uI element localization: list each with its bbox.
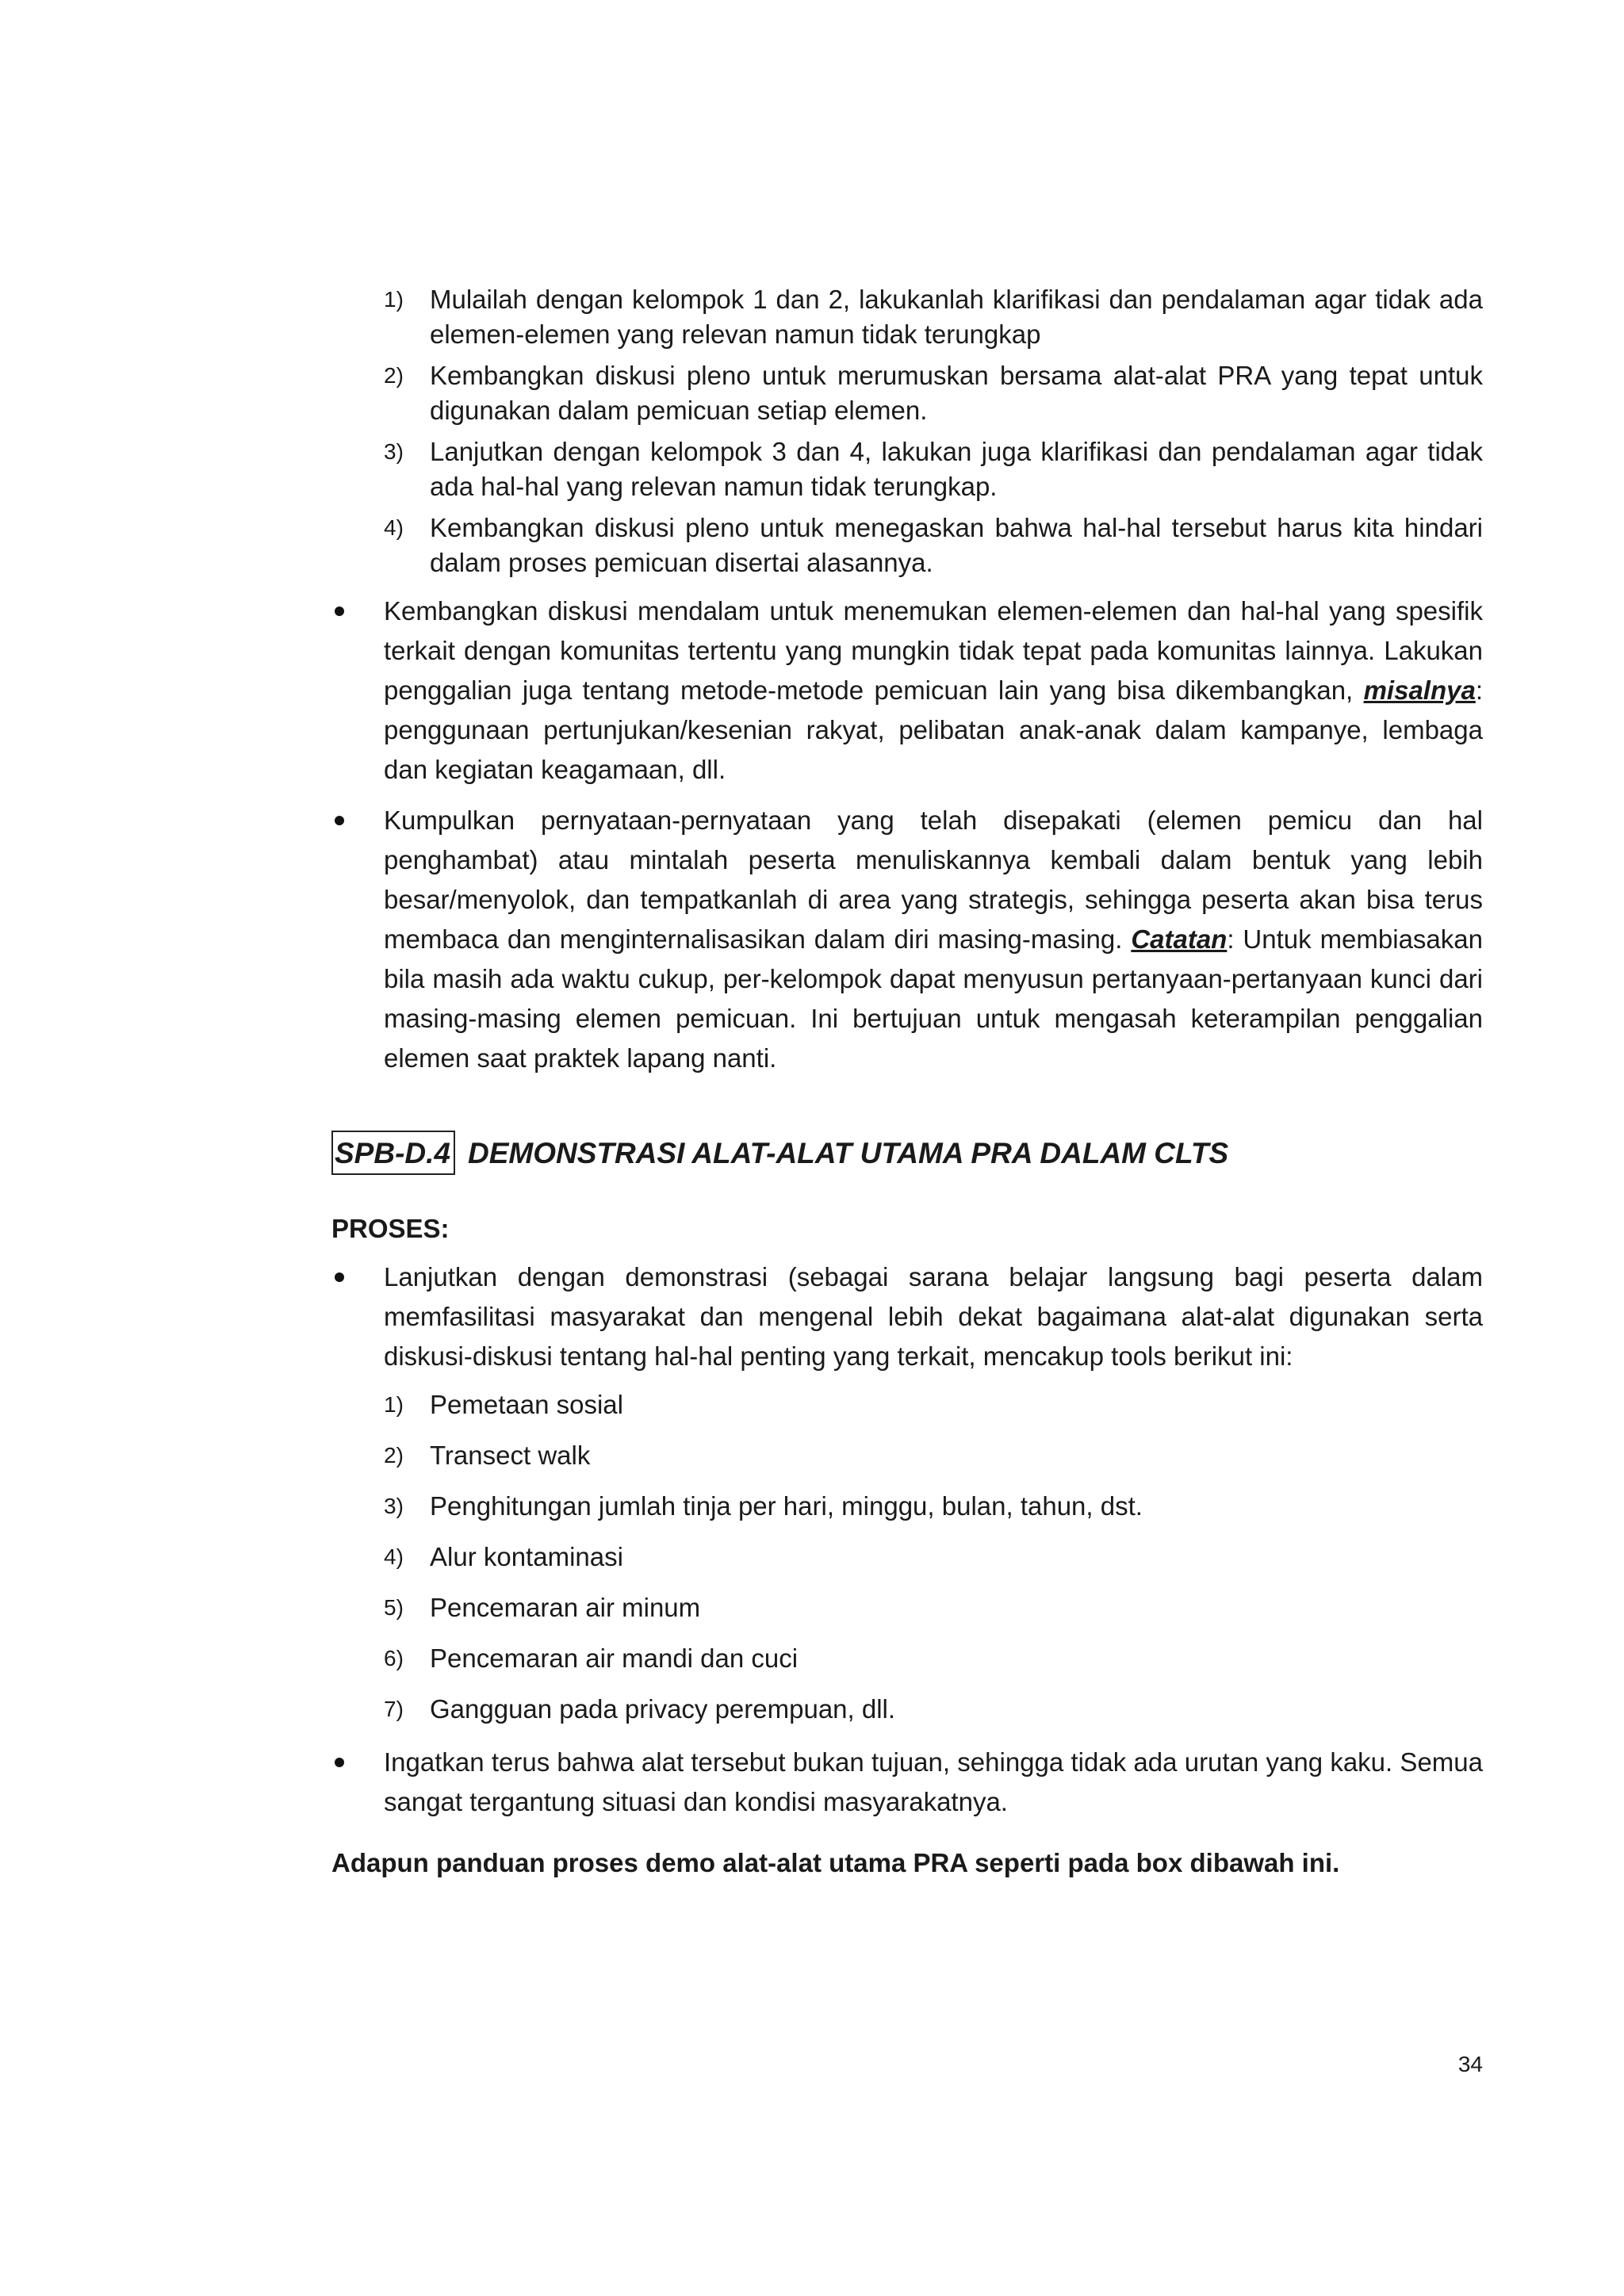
list-item xyxy=(331,1438,1483,1473)
bullet-paragraph-reminder xyxy=(331,1743,1483,1822)
page-content xyxy=(331,282,1483,1881)
numbered-list-steps xyxy=(331,282,1483,580)
list-item xyxy=(331,1540,1483,1575)
list-item-text: Mulailah dengan kelompok 1 dan 2, lakukanlah klarifikasi dan pendalaman agar tidak ada elemen-elemen yang relevan namun tidak terungkap xyxy=(430,285,1483,349)
bullet-paragraph-discussion xyxy=(331,591,1483,790)
list-item-text: Gangguan pada privacy perempuan, dll. xyxy=(430,1694,896,1724)
bullet-paragraph-statements xyxy=(331,801,1483,1078)
closing-statement: Adapun panduan proses demo alat-alat utama PRA seperti pada box dibawah ini. xyxy=(331,1848,1340,1877)
bullet-icon xyxy=(335,816,344,825)
bullet-icon xyxy=(335,1272,344,1282)
list-item xyxy=(331,434,1483,504)
list-item-text: Alur kontaminasi xyxy=(430,1542,623,1571)
list-item xyxy=(331,1387,1483,1422)
list-item-text: Transect walk xyxy=(430,1441,591,1470)
list-item xyxy=(331,1692,1483,1727)
paragraph-text: Ingatkan terus bahwa alat tersebut bukan tujuan, sehingga tidak ada urutan yang kaku. Semua sangat tergantung situasi dan kondisi masyarakatnya. xyxy=(384,1747,1483,1816)
list-number: 2) xyxy=(384,1443,404,1468)
list-number: 2) xyxy=(384,363,404,388)
list-number: 6) xyxy=(384,1646,404,1670)
list-item xyxy=(331,1590,1483,1625)
list-number: 3) xyxy=(384,1494,404,1518)
bullet-icon xyxy=(335,1758,344,1767)
list-item xyxy=(331,282,1483,352)
bullet-paragraph-demonstration xyxy=(331,1257,1483,1376)
proses-label: PROSES: xyxy=(331,1214,450,1243)
list-item xyxy=(331,511,1483,580)
list-number: 5) xyxy=(384,1595,404,1620)
list-number: 1) xyxy=(384,1392,404,1417)
list-number: 3) xyxy=(384,439,404,464)
list-item-text: Kembangkan diskusi pleno untuk menegaskan bahwa hal-hal tersebut harus kita hindari dalam proses pemicuan disertai alasannya. xyxy=(430,513,1483,577)
paragraph-text: : Untuk membiasakan bila masih ada waktu cukup, per-kelompok dapat menyusun pertanyaan-pertanyaan kunci dari masing-masing elemen pemicuan. Ini bertujuan untuk mengasah keterampilan penggalian elemen saat praktek lapang nanti. xyxy=(384,924,1483,1073)
list-number: 1) xyxy=(384,287,404,312)
section-title: DEMONSTRASI ALAT-ALAT UTAMA PRA DALAM CLTS xyxy=(467,1137,1229,1169)
list-item-text: Lanjutkan dengan kelompok 3 dan 4, lakukan juga klarifikasi dan pendalaman agar tidak ada hal-hal yang relevan namun tidak terungkap. xyxy=(430,437,1483,501)
list-item-text: Penghitungan jumlah tinja per hari, minggu, bulan, tahun, dst. xyxy=(430,1491,1143,1521)
paragraph-text: Kumpulkan pernyataan-pernyataan yang telah disepakati (elemen pemicu dan hal penghambat) atau mintalah peserta menuliskannya kembali dalam bentuk yang lebih besar/menyolok, dan tempatkanlah di area yang strategis, sehingga peserta akan bisa terus membaca dan menginternalisasikan dalam diri masing-masing. xyxy=(384,806,1483,954)
list-item-text: Pencemaran air mandi dan cuci xyxy=(430,1644,799,1673)
section-heading xyxy=(331,1131,1483,1175)
list-number: 7) xyxy=(384,1697,404,1721)
list-item xyxy=(331,1489,1483,1524)
paragraph-text: : penggunaan pertunjukan/kesenian rakyat, pelibatan anak-anak dalam kampanye, lembaga dan kegiatan keagamaan, dll. xyxy=(384,675,1483,784)
list-item xyxy=(331,358,1483,428)
list-number: 4) xyxy=(384,1544,404,1569)
numbered-list-tools xyxy=(331,1387,1483,1727)
list-item xyxy=(331,1641,1483,1676)
keyword-catatan: Catatan xyxy=(1131,924,1228,954)
list-number: 4) xyxy=(384,515,404,540)
keyword-misalnya: misalnya xyxy=(1363,675,1476,705)
list-item-text: Kembangkan diskusi pleno untuk merumuskan bersama alat-alat PRA yang tepat untuk digunakan dalam pemicuan setiap elemen. xyxy=(430,361,1483,425)
list-item-text: Pencemaran air minum xyxy=(430,1593,701,1622)
list-item-text: Pemetaan sosial xyxy=(430,1390,623,1419)
bullet-icon xyxy=(335,607,344,616)
section-code: SPB-D.4 xyxy=(331,1131,455,1175)
page-number: 34 xyxy=(1457,2052,1483,2076)
paragraph-text: Kembangkan diskusi mendalam untuk menemukan elemen-elemen dan hal-hal yang spesifik terkait dengan komunitas tertentu yang mungkin tidak tepat pada komunitas lainnya. Lakukan penggalian juga tentang metode-metode pemicuan lain yang bisa dikembangkan, xyxy=(384,596,1483,705)
paragraph-text: Lanjutkan dengan demonstrasi (sebagai sarana belajar langsung bagi peserta dalam memfasilitasi masyarakat dan mengenal lebih dekat bagaimana alat-alat digunakan serta diskusi-diskusi tentang hal-hal penting yang terkait, mencakup tools berikut ini: xyxy=(384,1262,1483,1371)
